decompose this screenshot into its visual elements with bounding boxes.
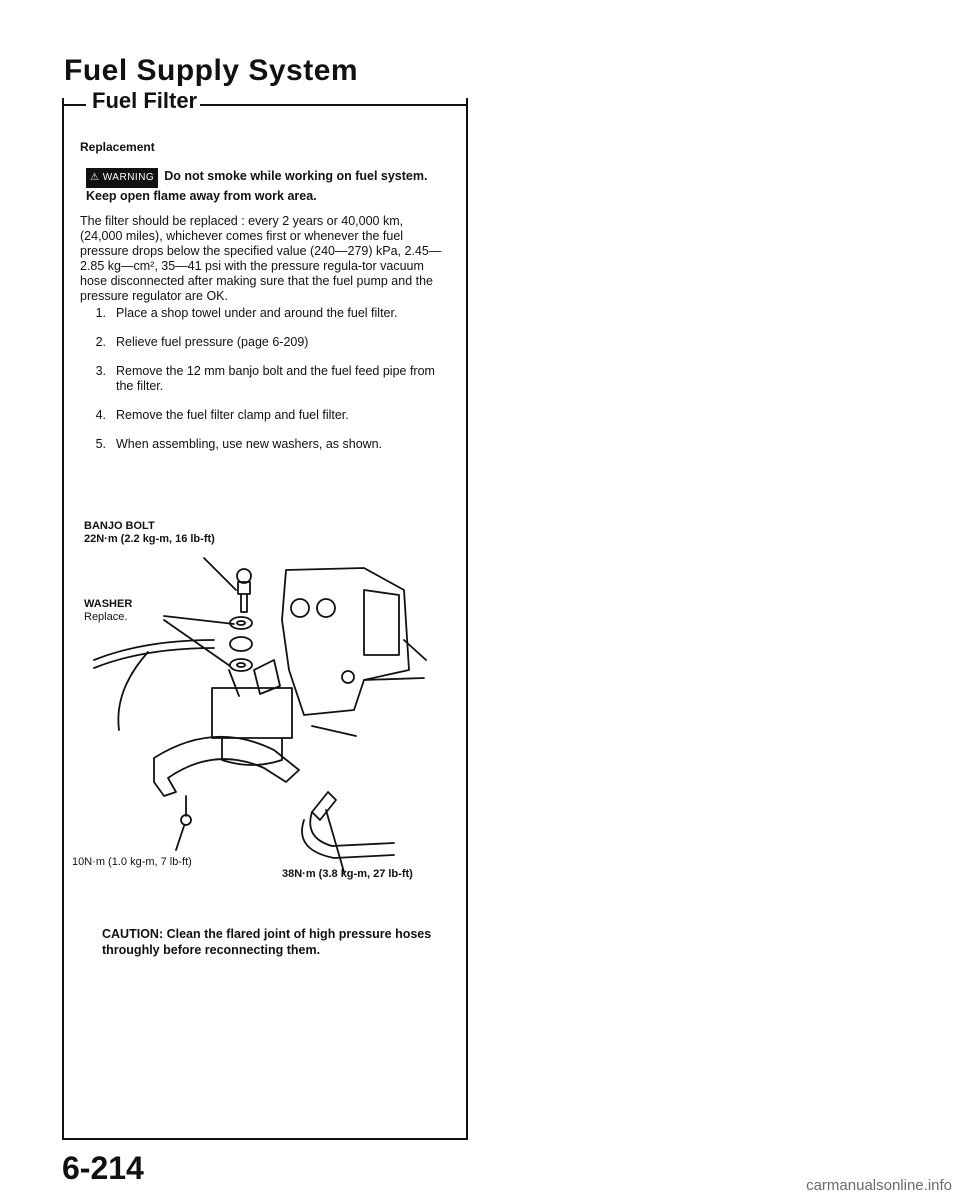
leader-flare-nut	[326, 810, 344, 872]
banjo-bolt-torque: 22N·m (2.2 kg-m, 16 lb-ft)	[84, 533, 215, 545]
page-number: 6-214	[62, 1150, 144, 1186]
fuel-filter-illustration	[64, 520, 464, 890]
clamp-torque-label: 10N·m (1.0 kg-m, 7 lb-ft)	[72, 856, 192, 868]
fuel-filter-diagram	[64, 520, 464, 890]
leader-washer-upper	[164, 616, 234, 624]
leader-filter-outlet	[312, 726, 356, 736]
subheading: Replacement	[80, 140, 155, 154]
step-number: 4.	[95, 408, 106, 422]
step-number: 5.	[95, 437, 106, 451]
step-item	[80, 306, 452, 321]
filter-inlet-stub	[229, 670, 239, 696]
step-text: When assembling, use new washers, as shown.	[116, 437, 383, 451]
bracket-bolt-lower	[342, 671, 354, 683]
step-text: Remove the fuel filter clamp and fuel filter.	[116, 408, 349, 422]
washer-upper	[230, 617, 252, 629]
filter-clamp	[154, 737, 299, 796]
mounting-bracket	[282, 568, 409, 715]
leader-banjo-bolt	[204, 558, 236, 590]
warning-text: Do not smoke while working on fuel system. Keep open flame away from work area.	[86, 169, 428, 203]
bracket-bolt-left	[291, 599, 309, 617]
step-item	[80, 335, 452, 350]
banjo-bolt	[238, 582, 250, 612]
step-item	[80, 408, 452, 423]
fuel-filter-body	[212, 688, 292, 738]
high-pressure-hose	[302, 820, 394, 858]
leader-clamp-bolt	[176, 826, 184, 850]
intro-paragraph: The filter should be replaced : every 2 years or 40,000 km, (24,000 miles), whichever comes first or whenever the fuel pressure drops below the specified value (240—279) kPa, 2.45—2.85 kg—cm², 35—41 psi with the pressure regula-tor vacuum hose disconnected after making sure that the fuel pump and the pressure regulator are OK.	[80, 214, 442, 303]
washer-lower	[230, 659, 252, 671]
frame-top-rule-right	[200, 104, 466, 106]
flare-nut	[312, 792, 336, 820]
banjo-bolt-head	[237, 569, 251, 583]
step-text: Place a shop towel under and around the fuel filter.	[116, 306, 398, 320]
step-item	[80, 437, 452, 452]
washer-note: Replace.	[84, 611, 128, 623]
washer-label: WASHER	[84, 598, 133, 610]
watermark: carmanualsonline.info	[806, 1177, 952, 1194]
step-text: Relieve fuel pressure (page 6-209)	[116, 335, 309, 349]
filter-outlet-fitting	[254, 660, 280, 694]
step-text: Remove the 12 mm banjo bolt and the fuel feed pipe from the filter.	[116, 364, 435, 393]
procedure-steps	[80, 306, 452, 466]
banjo-bolt-label: BANJO BOLT	[84, 520, 155, 532]
banjo-fitting	[230, 637, 252, 651]
pipe-torque-label: 38N·m (3.8 kg-m, 27 lb-ft)	[282, 868, 413, 880]
page-title: Fuel Supply System	[64, 54, 359, 87]
feed-hose-lower	[94, 648, 214, 668]
caution-note: CAUTION: Clean the flared joint of high pressure hoses throughly before reconnecting them.	[102, 927, 432, 957]
hose-curve	[118, 652, 148, 730]
bracket-bolt-right	[317, 599, 335, 617]
step-number: 1.	[95, 306, 106, 320]
step-item	[80, 364, 452, 394]
bracket-window	[364, 590, 399, 655]
section-title: Fuel Filter	[92, 88, 198, 113]
step-number: 2.	[95, 335, 106, 349]
frame-top-rule-left	[62, 104, 86, 106]
step-number: 3.	[95, 364, 106, 378]
warning-badge: ⚠ WARNING	[86, 168, 158, 188]
washer-lower-hole	[237, 663, 245, 667]
warning-block	[86, 168, 448, 204]
leader-washer-lower	[164, 620, 230, 666]
washer-upper-hole	[237, 621, 245, 625]
